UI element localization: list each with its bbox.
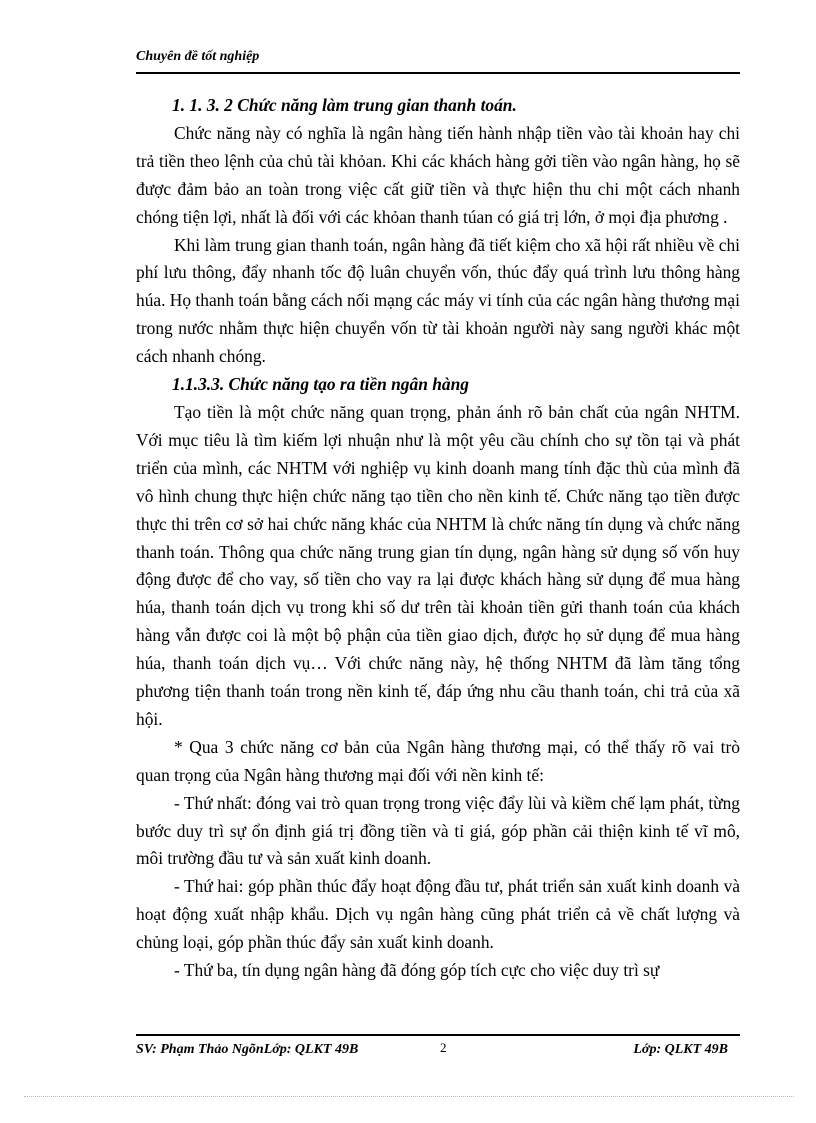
paragraph: * Qua 3 chức năng cơ bản của Ngân hàng thương mại, có thể thấy rõ vai trò quan trọng của Ngân hàng thương mại đối với nền kinh tế: [136,736,740,785]
footer-divider [136,1034,740,1036]
page-header: Chuyên đề tốt nghiệp [136,49,260,64]
paragraph: Khi làm trung gian thanh toán, ngân hàng đã tiết kiệm cho xã hội rất nhiều về chi phí lưu thông, đẩy nhanh tốc độ luân chuyển vốn, thúc đẩy quá trình lưu thông hàng húa. Họ thanh toán bằng cách nối mạng các máy vi tính của các ngân hàng thương mại trong nước nhằm thực hiện chuyển vốn từ tài khoản người này sang người khác một cách nhanh chóng. [136,234,740,367]
paragraph: Tạo tiền là một chức năng quan trọng, phản ánh rõ bản chất của ngân NHTM. Với mục tiêu là tìm kiếm lợi nhuận như là một yêu cầu chính cho sự tồn tại và phát triển của mình, các NHTM với nghiệp vụ kinh doanh mang tính đặc thù của mình đã vô hình chung thực hiện chức năng tạo tiền cho nền kinh tế. Chức năng tạo tiền được thực thi trên cơ sở hai chức năng khác của NHTM là chức năng tín dụng và chức năng thanh toán. Thông qua chức năng trung gian tín dụng, ngân hàng sử dụng số vốn huy động được để cho vay, số tiền cho vay ra lại được khách hàng sử dụng để mua hàng húa, thanh toán dịch vụ trong khi số dư trên tài khoản tiền gửi thanh toán của khách hàng vẫn được coi là một bộ phận của tiền giao dịch, được họ sử dụng để mua hàng húa, thanh toán dịch vụ… Với chức năng này, hệ thống NHTM đã làm tăng tổng phương tiện thanh toán trong nền kinh tế, đáp ứng nhu cầu thanh toán, chi trả của xã hội. [136,401,740,729]
footer-class: Lớp: QLKT 49B [633,1042,728,1057]
paragraph: - Thứ nhất: đóng vai trò quan trọng trong việc đẩy lùi và kiềm chế lạm phát, từng bước duy trì sự ổn định giá trị đồng tiền và tỉ giá, góp phần cải thiện kinh tế vĩ mô, môi trường đầu tư và sản xuất kinh doanh. [136,792,740,869]
page-bottom-border [24,1096,794,1097]
page-footer [136,1042,740,1062]
section-heading-1-1-3-2: 1. 1. 3. 2 Chức năng làm trung gian thanh toán. [172,95,517,115]
document-body [136,92,740,985]
paragraph: Chức năng này có nghĩa là ngân hàng tiến hành nhập tiền vào tài khoản hay chi trả tiền theo lệnh của chủ tài khỏan. Khi các khách hàng gởi tiền vào ngân hàng, họ sẽ được đảm bảo an toàn trong việc cất giữ tiền và thực hiện thu chi một cách nhanh chóng tiện lợi, nhất là đối với các khỏan thanh túan có giá trị lớn, ở mọi địa phương . [136,122,740,227]
header-divider [136,72,740,74]
footer-student: SV: Phạm Thảo NgõnLớp: QLKT 49B [136,1042,359,1057]
paragraph: - Thứ hai: góp phần thúc đẩy hoạt động đầu tư, phát triển sản xuất kinh doanh và hoạt động xuất nhập khẩu. Dịch vụ ngân hàng cũng phát triển cả về chất lượng và chủng loại, góp phần thúc đẩy sản xuất kinh doanh. [136,876,740,953]
paragraph: - Thứ ba, tín dụng ngân hàng đã đóng góp tích cực cho việc duy trì sự [174,960,660,981]
page-number: 2 [440,1040,447,1055]
section-heading-1-1-3-3: 1.1.3.3. Chức năng tạo ra tiền ngân hàng [172,374,469,395]
